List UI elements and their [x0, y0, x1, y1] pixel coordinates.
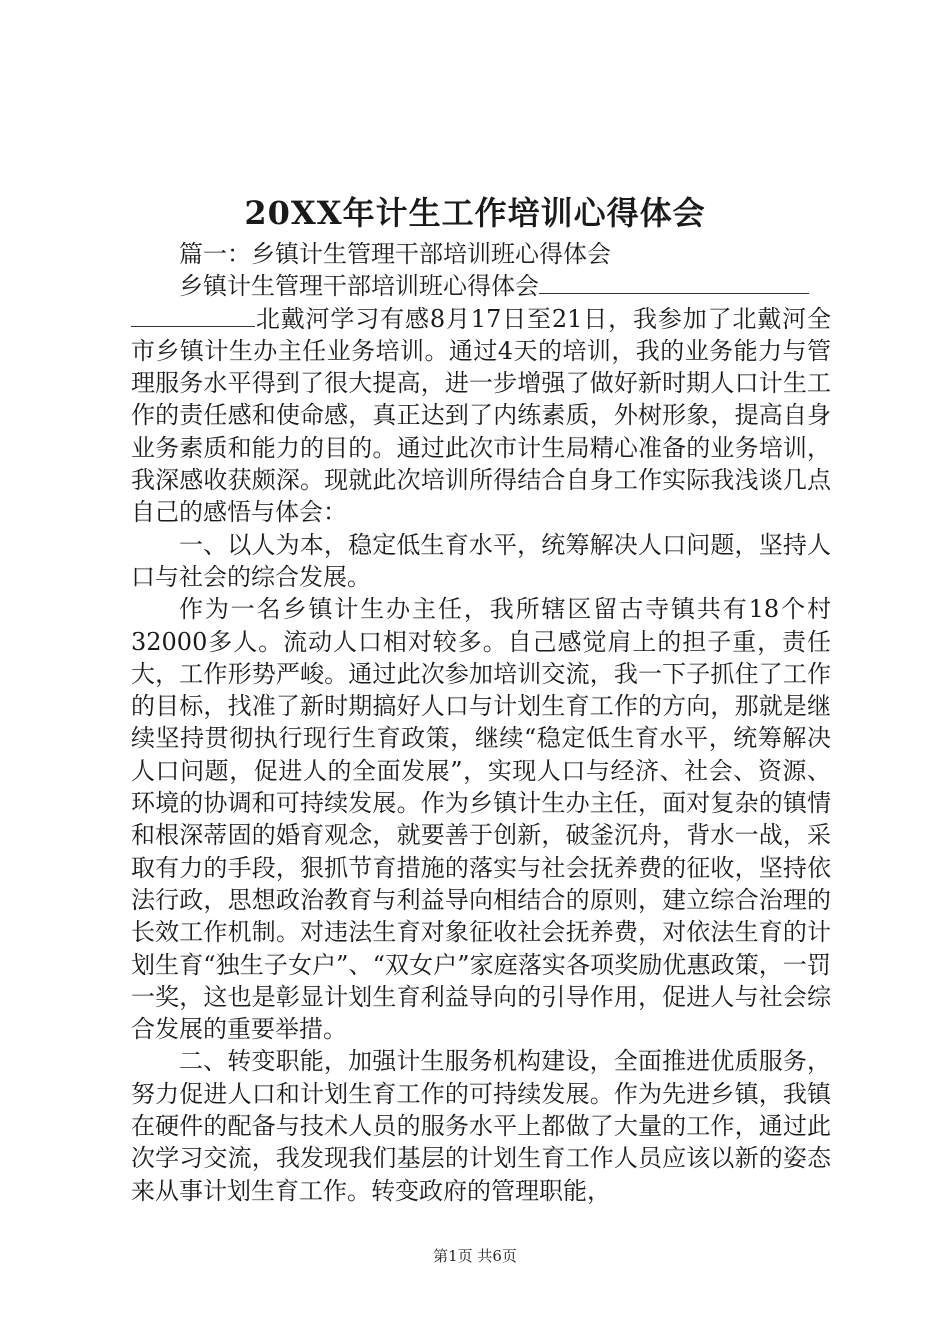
paragraph-intro	[131, 303, 831, 529]
paragraph-intro-text: 北戴河学习有感8月17日至21日，我参加了北戴河全市乡镇计生办主任业务培训。通过4天的培训，我的业务能力与管理服务水平得到了很大提高，进一步增强了做好新时期人口计生工作的责任感和使命感，真正达到了内练素质，外树形象，提高自身业务素质和能力的目的。通过此次市计生局精心准备的业务培训，我深感收获颇深。现就此次培训所得结合自身工作实际我浅谈几点自己的感悟与体会：	[131, 304, 831, 527]
document-body	[131, 238, 831, 1207]
page-footer: 第1页 共6页	[433, 1247, 517, 1265]
paragraph-body-one: 作为一名乡镇计生办主任，我所辖区留古寺镇共有18个村32000多人。流动人口相对较多。自己感觉肩上的担子重，责任大，工作形势严峻。通过此次参加培训交流，我一下子抓住了工作的目标，找准了新时期搞好人口与计划生育工作的方向，那就是继续坚持贯彻执行现行生育政策，继续“稳定低生育水平，统筹解决人口问题，促进人的全面发展”，实现人口与经济、社会、资源、环境的协调和可持续发展。作为乡镇计生办主任，面对复杂的镇情和根深蒂固的婚育观念，就要善于创新，破釜沉舟，背水一战，采取有力的手段，狠抓节育措施的落实与社会抚养费的征收，坚持依法行政，思想政治教育与利益导向相结合的原则，建立综合治理的长效工作机制。对违法生育对象征收社会抚养费，对依法生育的计划生育“独生子女户”、“双女户”家庭落实各项奖励优惠政策，一罚一奖，这也是彰显计划生育利益导向的引导作用，促进人与社会综合发展的重要举措。	[131, 595, 831, 1044]
blank-underline	[539, 271, 809, 294]
section-heading-line: 篇一：乡镇计生管理干部培训班心得体会	[179, 240, 611, 268]
paragraph-point-one: 一、以人为本，稳定低生育水平，统筹解决人口问题，坚持人口与社会的综合发展。	[131, 530, 831, 591]
document-title: 20XX年计生工作培训心得体会	[244, 194, 706, 232]
blank-underline	[131, 304, 255, 327]
paragraph-point-two: 二、转变职能，加强计生服务机构建设，全面推进优质服务，努力促进人口和计划生育工作的可持续发展。作为先进乡镇，我镇在硬件的配备与技术人员的服务水平上都做了大量的工作，通过此次学习交流，我发现我们基层的计划生育工作人员应该以新的姿态来从事计划生育工作。转变政府的管理职能，	[131, 1047, 831, 1205]
subheading-line	[131, 270, 831, 302]
subheading-text: 乡镇计生管理干部培训班心得体会	[179, 272, 539, 301]
